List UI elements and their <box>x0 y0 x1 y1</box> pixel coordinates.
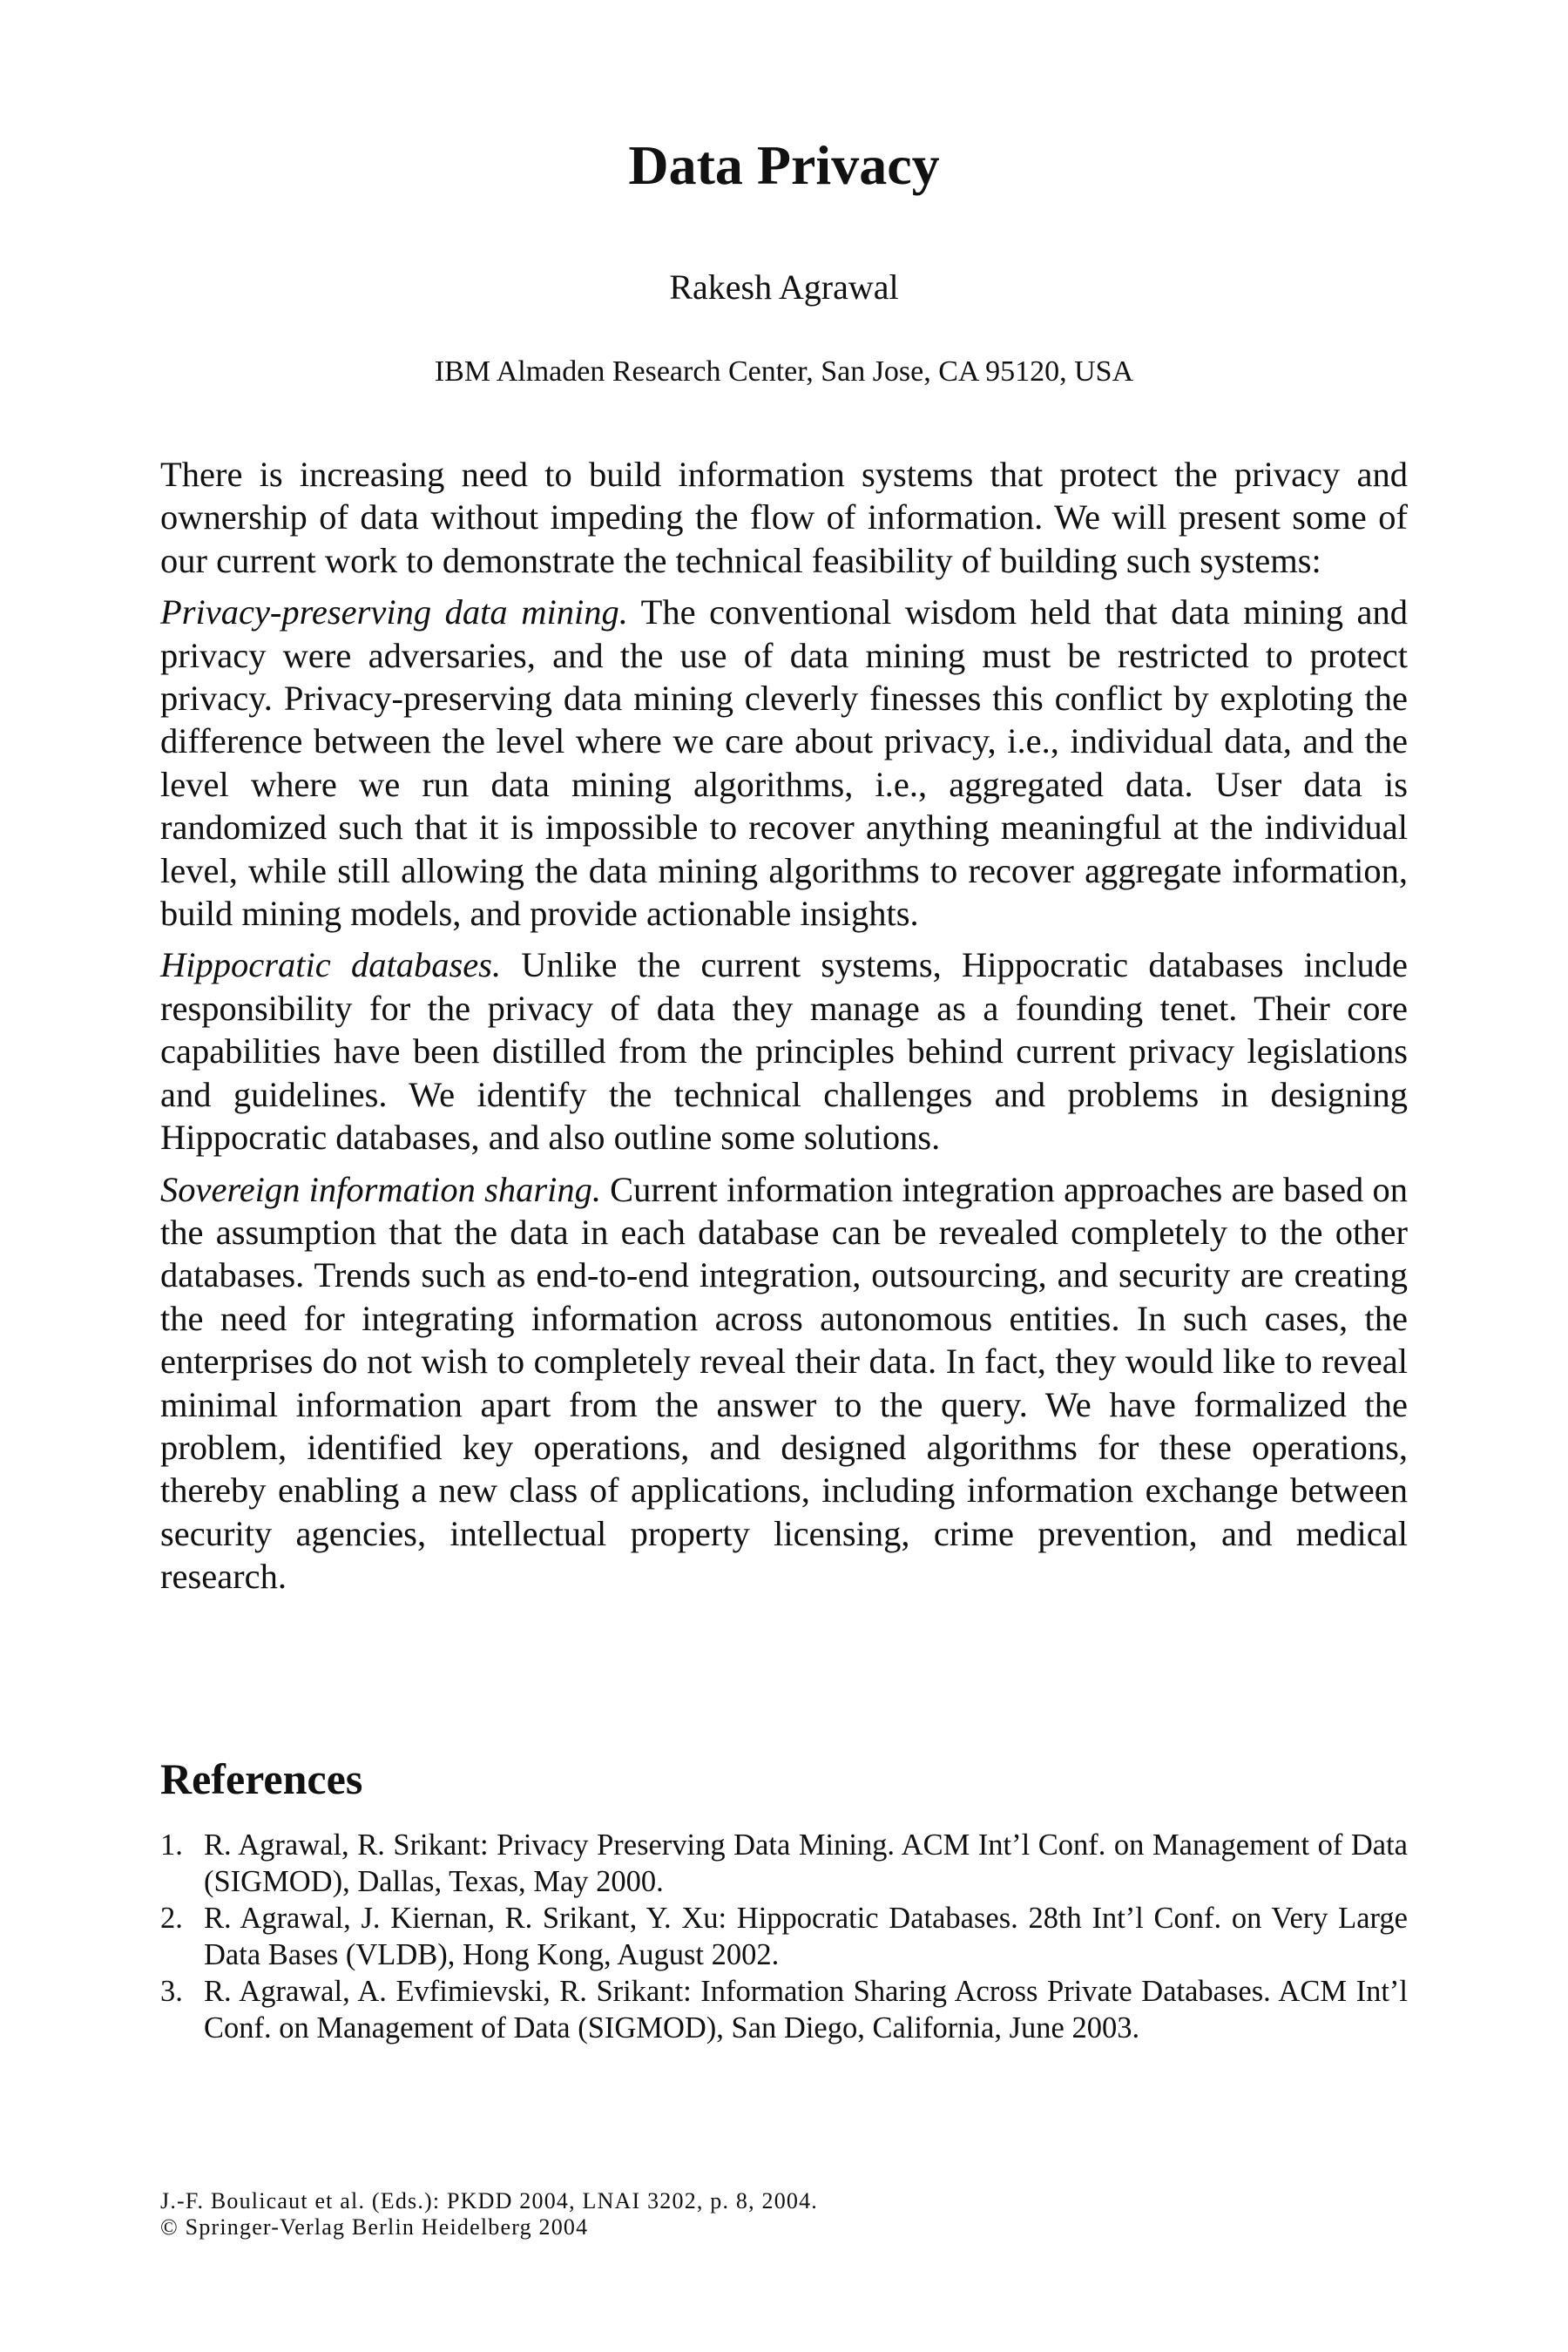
section-sovereign-information-sharing <box>160 1168 1408 1598</box>
reference-number: 3. <box>160 1975 183 2008</box>
reference-text: R. Agrawal, J. Kiernan, R. Srikant, Y. Xu: Hippocratic Databases. 28th Int’l Conf. on Very Large Data Bases (VLDB), Hong Kong, August 2002. <box>204 1902 1408 1971</box>
reference-text: R. Agrawal, R. Srikant: Privacy Preserving Data Mining. ACM Int’l Conf. on Management of Data (SIGMOD), Dallas, Texas, May 2000. <box>204 1828 1408 1898</box>
page-footer <box>160 2188 818 2240</box>
reference-number: 1. <box>160 1828 183 1862</box>
references-heading: References <box>160 1754 363 1803</box>
reference-text: R. Agrawal, A. Evfimievski, R. Srikant: Information Sharing Across Private Databases. ACM Int’l Conf. on Management of Data (SIGMOD), San Diego, California, June 2003. <box>204 1975 1408 2044</box>
section-hippocratic-databases <box>160 943 1408 1159</box>
footer-copyright: © Springer-Verlag Berlin Heidelberg 2004 <box>160 2214 589 2240</box>
author-name: Rakesh Agrawal <box>669 267 899 307</box>
author-affiliation: IBM Almaden Research Center, San Jose, CA 95120, USA <box>434 355 1134 388</box>
section-text: Current information integration approaches are based on the assumption that the data in each database can be revealed completely to the other databases. Trends such as end-to-end integration, outsourcing, and security are creating the need for integrating information across autonomous entities. In such cases, the enterprises do not wish to completely reveal their data. In fact, they would like to reveal minimal information apart from the answer to the query. We have formalized the problem, identified key operations, and designed algorithms for these operations, thereby enabling a new class of applications, including information exchange between security agencies, intellectual property licensing, crime prevention, and medical research. <box>160 1169 1408 1597</box>
reference-number: 2. <box>160 1902 183 1935</box>
abstract-body <box>160 453 1408 1607</box>
paper-title: Data Privacy <box>628 134 940 196</box>
reference-item <box>160 1828 1408 1900</box>
intro-paragraph: There is increasing need to build information systems that protect the privacy and ownership of data without impeding the flow of information. We will present some of our current work to demonstrate the technical feasibility of building such systems: <box>160 455 1408 580</box>
section-privacy-preserving-data-mining <box>160 591 1408 935</box>
section-lead: Sovereign information sharing. <box>160 1169 601 1209</box>
section-lead: Hippocratic databases. <box>160 945 502 985</box>
reference-item <box>160 1901 1408 1973</box>
section-text: Unlike the current systems, Hippocratic databases include responsibility for the privacy of data they manage as a founding tenet. Their core capabilities have been distilled from the principles behind current privacy legislations and guidelines. We identify the technical challenges and problems in designing Hippocratic databases, and also outline some solutions. <box>160 945 1409 1158</box>
reference-item <box>160 1974 1408 2046</box>
references-list <box>160 1828 1408 2047</box>
footer-citation: J.-F. Boulicaut et al. (Eds.): PKDD 2004, LNAI 3202, p. 8, 2004. <box>160 2188 818 2213</box>
section-text: The conventional wisdom held that data mining and privacy were adversaries, and the use of data mining must be restricted to protect privacy. Privacy-preserving data mining cleverly finesses this conflict by exploting the difference between the level where we care about privacy, i.e., individual data, and the level where we run data mining algorithms, i.e., aggregated data. User data is randomized such that it is impossible to recover anything meaningful at the individual level, while still allowing the data mining algorithms to recover aggregate information, build mining models, and provide actionable insights. <box>160 592 1408 934</box>
section-lead: Privacy-preserving data mining. <box>160 592 628 632</box>
